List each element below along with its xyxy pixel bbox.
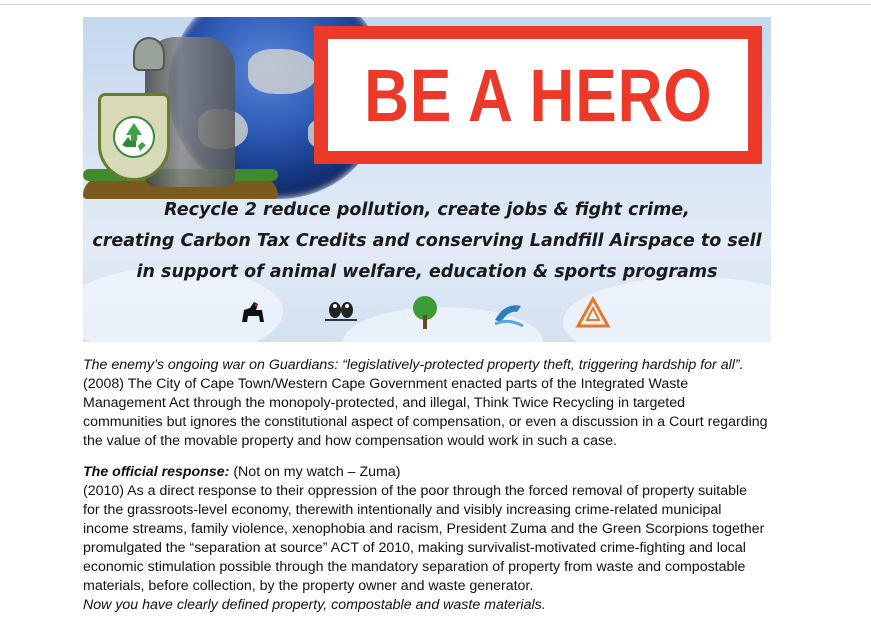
text-line: (2008) The City of Cape Town/Western Cape Government enacted parts of the Integrated Waste [83, 376, 689, 392]
banner-title: BE A HERO [363, 53, 713, 137]
recycle-arrows-icon [112, 115, 156, 159]
heading-line [83, 463, 791, 482]
dolphin-icon [489, 293, 529, 333]
text-line: income streams, family violence, xenophobia and racism, President Zuma and the Green Scorpions together [83, 521, 765, 537]
text-line: Management Act through the monopoly-protected, and illegal, Think Twice Recycling in targeted [83, 395, 686, 411]
page-top-border [0, 4, 871, 5]
be-a-hero-banner [83, 17, 771, 342]
text-line: the value of the movable property and how compensation would work in such a case. [83, 433, 617, 449]
text-line: communities but ignores the constitutional aspect of compensation, or even a discussion in a Court regarding [83, 414, 768, 430]
text-line: (2010) As a direct response to their oppression of the poor through the forced removal of property suitable [83, 483, 748, 499]
dog-icon [233, 293, 273, 333]
paragraph-enemy-war [83, 356, 791, 451]
birds-icon [321, 293, 361, 333]
icons-row [233, 293, 633, 337]
slogan-line: creating Carbon Tax Credits and conserving Landfill Airspace to sell [92, 231, 762, 251]
section-heading: The official response: [83, 464, 230, 480]
text-line: materials, before collection, by the property owner and waste generator. [83, 578, 534, 594]
banner-slogan [83, 195, 771, 288]
slogan-line: in support of animal welfare, education & sports programs [136, 262, 718, 282]
document-body [83, 356, 791, 615]
slogan-line: Recycle 2 reduce pollution, create jobs & fight crime, [164, 200, 690, 220]
tree-icon [405, 293, 445, 333]
closing-line: Now you have clearly defined property, compostable and waste materials. [83, 597, 546, 613]
recycle-shield-icon [98, 93, 170, 181]
paragraph-official-response [83, 463, 791, 615]
paragraph-lead: The enemy’s ongoing war on Guardians: “legislatively-protected property theft, triggering hardship for all”. [83, 357, 744, 373]
recycle-triangle-icon [573, 293, 613, 333]
text-line: promulgated the “separation at source” ACT of 2010, making survivalist-motivated crime-fighting and local [83, 540, 746, 556]
text-line: for the grassroots-level economy, therewith intentionally and visibly increasing crime-related municipal [83, 502, 722, 518]
heading-suffix: (Not on my watch – Zuma) [229, 464, 401, 480]
text-line: economic stimulation possible through the mandatory separation of property from waste and compostable [83, 559, 746, 575]
knight-helmet-icon [133, 37, 165, 71]
title-frame [314, 26, 762, 164]
